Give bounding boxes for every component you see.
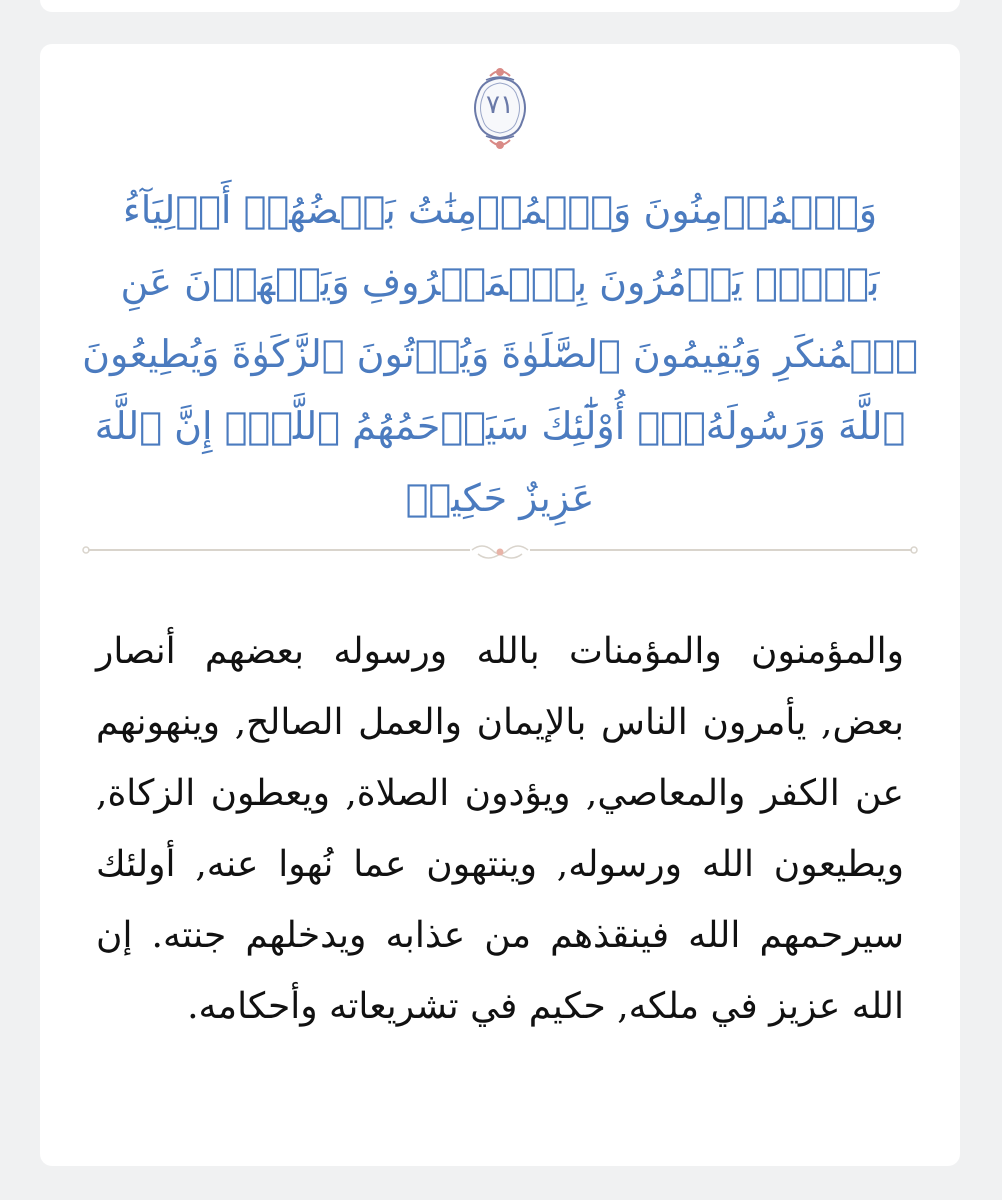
previous-card-edge xyxy=(40,0,960,12)
tafsir-text: والمؤمنون والمؤمنات بالله ورسوله بعضهم أنصار بعض, يأمرون الناس بالإيمان والعمل الصالح, وينهونهم عن الكفر والمعاصي, ويؤدون الصلاة, ويعطون الزكاة, ويطيعون الله ورسوله, وينتهون عما نُهوا عنه, أولئك سيرحمهم الله فينقذهم من عذابه ويدخلهم جنته. إن الله عزيز في ملكه, حكيم في تشريعاته وأحكامه. xyxy=(96,631,904,1027)
ayah-number-badge xyxy=(468,64,532,152)
ayah-number: ٧١ xyxy=(486,90,514,120)
ornamental-divider-icon xyxy=(80,542,920,566)
ayah-text: وَٱلۡمُؤۡمِنُونَ وَٱلۡمُؤۡمِنَٰتُ بَعۡضُهُمۡ أَوۡلِيَآءُ بَعۡضٖۚ يَأۡمُرُونَ بِٱلۡمَعۡرُوفِ وَيَنۡهَوۡنَ عَنِ ٱلۡمُنكَرِ وَيُقِيمُونَ ٱلصَّلَوٰةَ وَيُؤۡتُونَ ٱلزَّكَوٰةَ وَيُطِيعُونَ ٱللَّهَ وَرَسُولَهُۥٓۚ أُوْلَٰٓئِكَ سَيَرۡحَمُهُمُ ٱللَّهُۗ إِنَّ ٱللَّهَ عَزِيزٌ حَكِيمٞ xyxy=(82,188,918,520)
ornamental-divider xyxy=(80,542,920,566)
ayah-card xyxy=(40,44,960,1166)
